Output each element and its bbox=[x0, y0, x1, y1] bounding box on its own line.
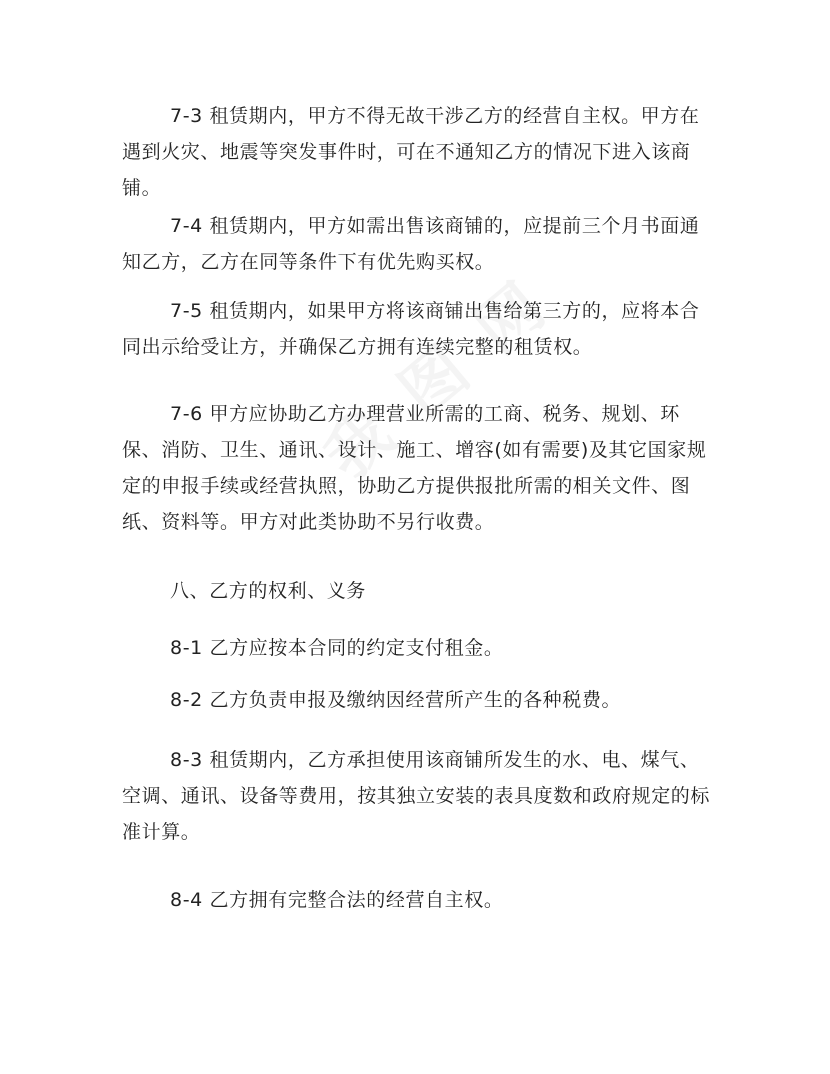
clause-8-2: 8-2 乙方负责申报及缴纳因经营所产生的各种税费。 bbox=[170, 689, 622, 711]
clause-8-1: 8-1 乙方应按本合同的约定支付租金。 bbox=[170, 637, 504, 659]
clause-7-4: 7-4 租赁期内，甲方如需出售该商铺的，应提前三个月书面通知乙方，乙方在同等条件下有优先购买权。 bbox=[122, 215, 700, 273]
clause-7-5: 7-5 租赁期内，如果甲方将该商铺出售给第三方的，应将本合同出示给受让方，并确保乙方拥有连续完整的租赁权。 bbox=[122, 300, 700, 358]
clause-7-3: 7-3 租赁期内，甲方不得无故干涉乙方的经营自主权。甲方在遇到火灾、地震等突发事件时，可在不通知乙方的情况下进入该商铺。 bbox=[122, 105, 700, 199]
clause-8-3: 8-3 租赁期内，乙方承担使用该商铺所发生的水、电、煤气、空调、通讯、设备等费用，按其独立安装的表具度数和政府规定的标准计算。 bbox=[122, 749, 711, 843]
section-heading-8: 八、乙方的权利、义务 bbox=[170, 580, 367, 602]
clause-8-4: 8-4 乙方拥有完整合法的经营自主权。 bbox=[170, 889, 504, 911]
clause-7-6: 7-6 甲方应协助乙方办理营业所需的工商、税务、规划、环保、消防、卫生、通讯、设计、施工、增容(如有需要)及其它国家规定的申报手续或经营执照，协助乙方提供报批所需的相关文件、图纸、资料等。甲方对此类协助不另行收费。 bbox=[122, 403, 707, 533]
